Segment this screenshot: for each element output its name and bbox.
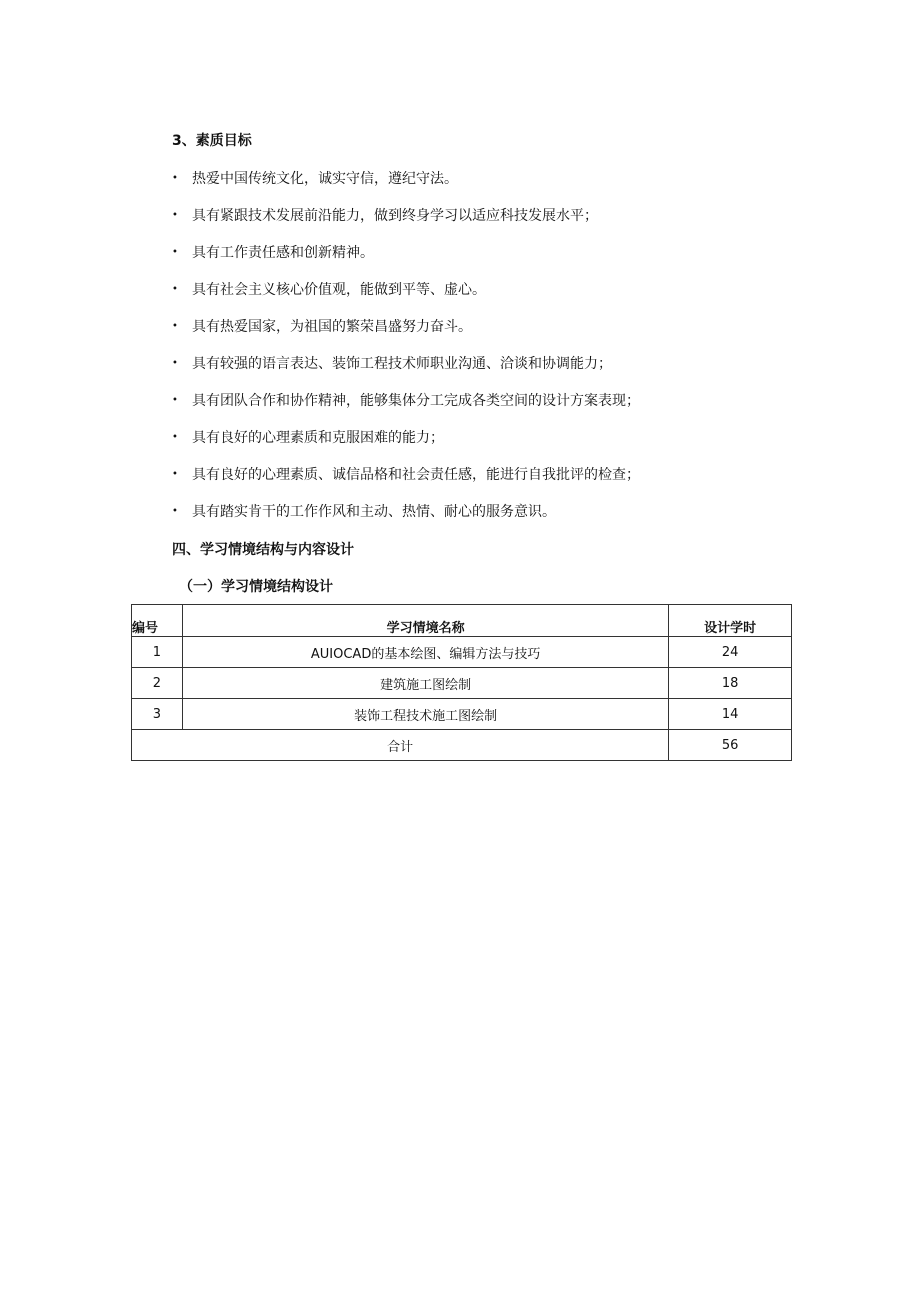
table-header-row: [132, 605, 792, 637]
list-item: [172, 354, 640, 391]
list-item-text: 热爱中国传统文化，诚实守信，遵纪守法。: [192, 171, 458, 187]
cell-no: 2: [132, 668, 183, 699]
list-item: [172, 243, 640, 280]
list-item: [172, 502, 640, 539]
list-item-text: 具有工作责任感和创新精神。: [192, 245, 374, 261]
bullet-icon: •: [172, 247, 178, 258]
cell-name: AUIOCAD的基本绘图、编辑方法与技巧: [182, 637, 669, 668]
bullet-icon: •: [172, 321, 178, 332]
list-item: [172, 280, 640, 317]
section-4-title: 四、学习情境结构与内容设计: [172, 542, 354, 558]
list-item-text: 具有紧跟技术发展前沿能力，做到终身学习以适应科技发展水平；: [192, 208, 598, 224]
bullet-icon: •: [172, 395, 178, 406]
cell-no: 3: [132, 699, 183, 730]
list-item-text: 具有较强的语言表达、装饰工程技术师职业沟通、洽谈和协调能力；: [192, 356, 612, 372]
cell-hours: 18: [669, 668, 792, 699]
cell-hours: 24: [669, 637, 792, 668]
list-item-text: 具有良好的心理素质、诚信品格和社会责任感，能进行自我批评的检查；: [192, 467, 640, 483]
cell-name: 装饰工程技术施工图绘制: [182, 699, 669, 730]
bullet-icon: •: [172, 506, 178, 517]
bullet-icon: •: [172, 469, 178, 480]
bullet-icon: •: [172, 173, 178, 184]
subsection-1-title: （一）学习情境结构设计: [179, 579, 333, 595]
header-no: 编号: [132, 605, 183, 637]
cell-name: 建筑施工图绘制: [182, 668, 669, 699]
header-hours: 设计学时: [669, 605, 792, 637]
list-item-text: 具有社会主义核心价值观，能做到平等、虚心。: [192, 282, 486, 298]
list-item-text: 具有热爱国家，为祖国的繁荣昌盛努力奋斗。: [192, 319, 472, 335]
list-item: [172, 391, 640, 428]
learning-context-table: [131, 604, 792, 761]
table-row: [132, 699, 792, 730]
table-total-row: [132, 730, 792, 761]
list-item: [172, 206, 640, 243]
list-item: [172, 169, 640, 206]
total-hours: 56: [669, 730, 792, 761]
list-item-text: 具有踏实肯干的工作作风和主动、热情、耐心的服务意识。: [192, 504, 556, 520]
quality-goals-list: [172, 169, 640, 539]
total-label: 合计: [132, 730, 669, 761]
quality-goals-heading: 3、素质目标: [172, 133, 252, 149]
header-name: 学习情境名称: [182, 605, 669, 637]
cell-hours: 14: [669, 699, 792, 730]
bullet-icon: •: [172, 284, 178, 295]
list-item: [172, 428, 640, 465]
list-item-text: 具有团队合作和协作精神，能够集体分工完成各类空间的设计方案表现；: [192, 393, 640, 409]
bullet-icon: •: [172, 432, 178, 443]
cell-no: 1: [132, 637, 183, 668]
list-item: [172, 465, 640, 502]
list-item: [172, 317, 640, 354]
bullet-icon: •: [172, 358, 178, 369]
list-item-text: 具有良好的心理素质和克服困难的能力；: [192, 430, 444, 446]
bullet-icon: •: [172, 210, 178, 221]
table-row: [132, 668, 792, 699]
table-row: [132, 637, 792, 668]
